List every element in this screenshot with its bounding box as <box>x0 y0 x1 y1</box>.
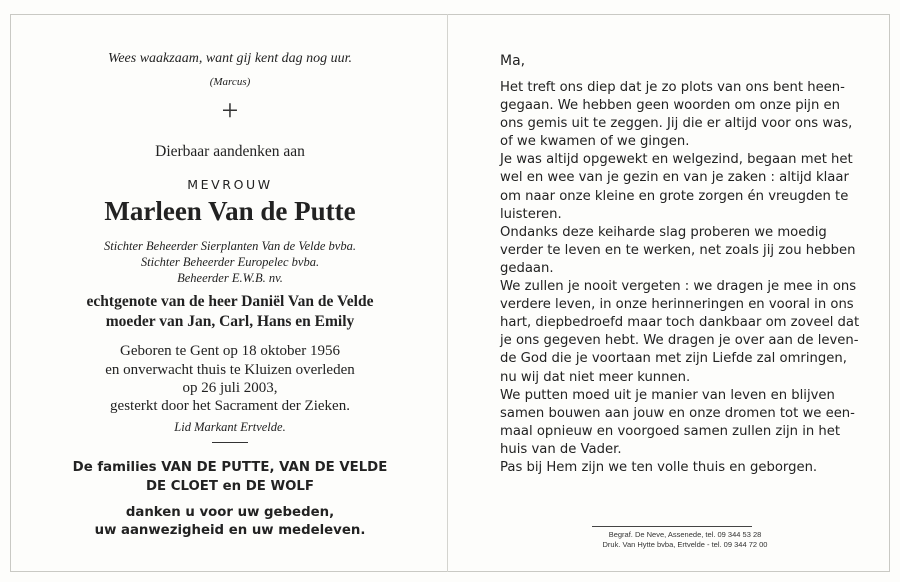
letter-line: hart, diepbedroefd maar toch dankbaar om zoveel dat <box>500 315 860 331</box>
letter-paragraph <box>500 79 860 151</box>
letter-line: wel en wee van je gezin en van je zaken : altijd klaar <box>500 170 849 186</box>
letter-paragraph <box>500 459 860 477</box>
quote-source: (Marcus) <box>209 76 251 88</box>
letter-line: maal opnieuw en voorgoed samen zullen zijn in het <box>500 423 841 439</box>
families-line: DE CLOET en DE WOLF <box>146 479 314 494</box>
card-fold <box>447 14 448 572</box>
letter-body <box>500 79 860 477</box>
letter-line: gedaan. <box>500 260 554 276</box>
letter-line: We putten moed uit je manier van leven en blijven <box>500 387 835 403</box>
letter-paragraph <box>500 278 860 387</box>
thanks-line: uw aanwezigheid en uw medeleven. <box>94 523 366 538</box>
sacrament-line: gesterkt door het Sacrament der Zieken. <box>110 398 350 414</box>
title-text: MEVROUW <box>187 177 273 192</box>
birth-line: Geboren te Gent op 18 oktober 1956 <box>120 343 340 359</box>
letter-line: je ons gegeven hebt. We dragen je over aan de leven- <box>500 333 859 349</box>
letter-paragraph <box>500 224 860 278</box>
printer-credit: Druk. Van Hytte bvba, Ertvelde - tel. 09 344 72 00 <box>602 540 768 549</box>
letter-line: Pas bij Hem zijn we ten volle thuis en geborgen. <box>500 459 818 475</box>
letter-line: de God die je voortaan met zijn Liefde zal omringen, <box>500 351 847 367</box>
letter-paragraph <box>500 387 860 459</box>
letter-line: of we kwamen of we gingen. <box>500 134 690 150</box>
letter-line: samen bouwen aan jouw en onze dromen tot we een- <box>500 405 855 421</box>
letter-line: huis van de Vader. <box>500 441 622 457</box>
cross-icon: + <box>221 94 239 127</box>
letter-line: We zullen je nooit vergeten : we dragen je mee in ons <box>500 279 857 295</box>
letter-line: Het treft ons diep dat je zo plots van ons bent heen- <box>500 80 845 95</box>
bible-quote: Wees waakzaam, want gij kent dag nog uur. <box>107 51 353 66</box>
divider <box>212 442 248 443</box>
letter-line: om naar onze kleine en grote zorgen én vreugden te <box>500 188 849 204</box>
membership-line: Lid Markant Ertvelde. <box>174 420 286 434</box>
spouse-line: echtgenote van de heer Daniël Van de Velde <box>86 293 374 310</box>
death-place-line: en onverwacht thuis te Kluizen overleden <box>105 362 355 378</box>
children-line: moeder van Jan, Carl, Hans en Emily <box>105 313 355 330</box>
thanks-line: danken u voor uw gebeden, <box>125 505 335 520</box>
intro-text: Dierbaar aandenken aan <box>155 143 305 160</box>
credits-rule <box>592 526 752 527</box>
letter-line: Je was altijd opgewekt en welgezind, begaan met het <box>500 152 853 168</box>
letter-line: Ondanks deze keiharde slag proberen we moedig <box>500 224 827 240</box>
families-line: De families VAN DE PUTTE, VAN DE VELDE <box>72 460 388 475</box>
letter-line: verdere leven, in onze herinneringen en vooral in ons <box>500 297 854 313</box>
salutation: Ma, <box>500 53 526 69</box>
letter-line: gegaan. We hebben geen woorden om onze pijn en <box>500 98 840 114</box>
letter-line: luisteren. <box>500 206 562 222</box>
role-line: Beheerder E.W.B. nv. <box>177 271 283 285</box>
role-line: Stichter Beheerder Sierplanten Van de Velde bvba. <box>104 239 356 253</box>
role-line: Stichter Beheerder Europelec bvba. <box>140 255 320 269</box>
letter-line: ons gemis uit te zeggen. Jij die er altijd voor ons was, <box>500 116 853 132</box>
death-date-line: op 26 juli 2003, <box>182 380 278 396</box>
undertaker-credit: Begraf. De Neve, Assenede, tel. 09 344 53 28 <box>608 530 762 539</box>
deceased-name: Marleen Van de Putte <box>104 196 356 226</box>
letter-line: verder te leven en te werken, net zoals jij zou hebben <box>500 242 856 258</box>
letter-line: nu wij dat niet meer kunnen. <box>500 369 691 385</box>
printer-credits <box>560 530 810 550</box>
letter-paragraph <box>500 151 860 223</box>
